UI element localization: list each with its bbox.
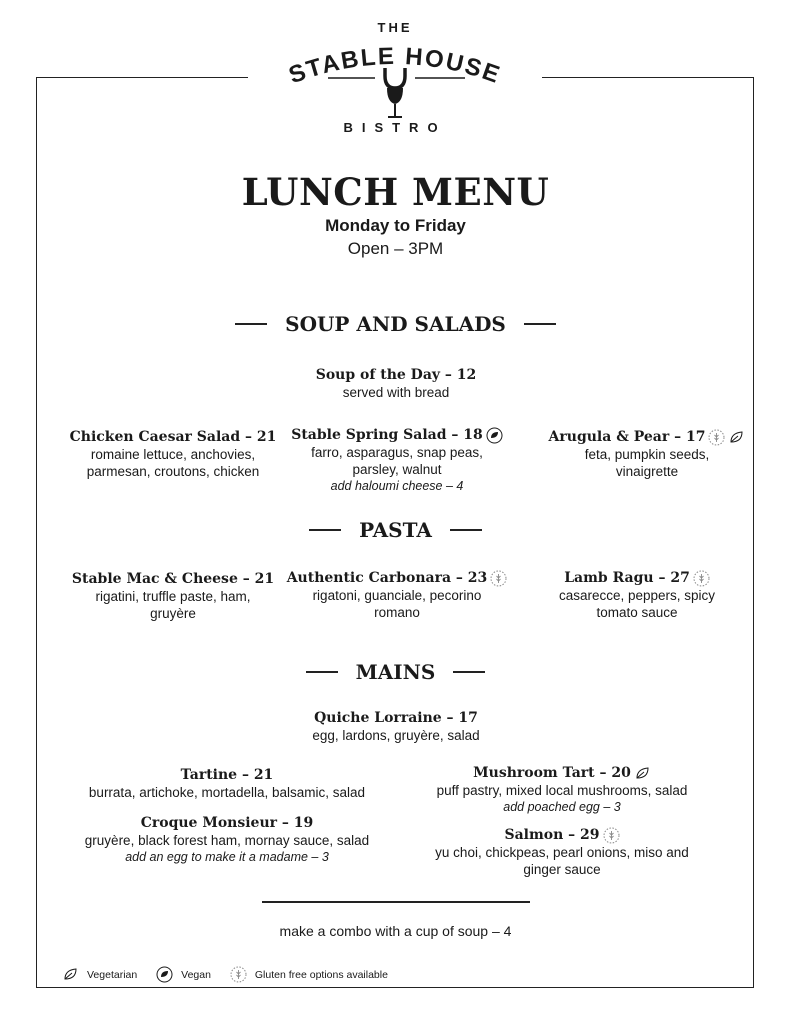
- section-soup-salads: [0, 312, 791, 336]
- item-desc-line: casarecce, peppers, spicy: [558, 588, 716, 603]
- item-desc-line: feta, pumpkin seeds,: [584, 447, 710, 462]
- item-desc-line: parmesan, croutons, chicken: [86, 464, 260, 479]
- logo-bistro: BISTRO: [343, 120, 447, 135]
- logo-main-text: [285, 43, 504, 89]
- vegetarian-icon: [634, 765, 651, 782]
- logo: [270, 14, 520, 140]
- logo-mark: [270, 26, 520, 126]
- heading-rule-left: [235, 323, 267, 325]
- frame-top-left: [36, 77, 248, 78]
- legend-vegan: [156, 966, 211, 983]
- logo-the: THE: [377, 20, 413, 35]
- item-name-row: [283, 426, 511, 444]
- item-addon: add poached egg – 3: [503, 800, 621, 814]
- item-desc-line: gruyère: [150, 606, 196, 621]
- item-name: Authentic Carbonara – 23: [286, 570, 488, 586]
- vegan-icon: [486, 427, 503, 444]
- item-name: Chicken Caesar Salad – 21: [69, 429, 277, 445]
- menu-item-stable-spring-salad: [283, 426, 511, 495]
- item-desc: served with bread: [342, 385, 450, 400]
- heading-rule-left: [306, 671, 338, 673]
- menu-hours: Open – 3PM: [347, 239, 444, 258]
- gluten-free-icon: [603, 827, 620, 844]
- heading-rule-right: [450, 529, 482, 531]
- legend-label: Gluten free options available: [254, 968, 388, 981]
- item-name: Arugula & Pear – 17: [548, 429, 706, 445]
- footer-rule: [262, 901, 530, 903]
- item-desc: burrata, artichoke, mortadella, balsamic, salad: [88, 785, 366, 800]
- gluten-free-icon: [708, 429, 725, 446]
- item-addon: add haloumi cheese – 4: [330, 479, 464, 493]
- item-desc-line: vinaigrette: [615, 464, 679, 479]
- item-desc-line: ginger sauce: [523, 862, 601, 877]
- item-desc-line: romaine lettuce, anchovies,: [90, 447, 256, 462]
- vegetarian-icon: [62, 966, 79, 983]
- legend-vegetarian: [62, 966, 137, 983]
- menu-item-arugula-pear: [537, 428, 757, 480]
- item-desc: puff pastry, mixed local mushrooms, salad: [436, 783, 688, 798]
- section-mains: [0, 660, 791, 684]
- item-name: Tartine – 21: [180, 767, 274, 783]
- item-desc-line: tomato sauce: [596, 605, 678, 620]
- item-name-row: [402, 764, 722, 782]
- legend-gluten-free: [230, 966, 388, 983]
- legend-label: Vegan: [181, 968, 211, 981]
- menu-item-croque-monsieur: [52, 814, 402, 866]
- item-name-row: [283, 569, 511, 587]
- item-name: Salmon – 29: [504, 827, 600, 843]
- frame-bottom: [36, 987, 754, 988]
- item-desc-line: romano: [374, 605, 420, 620]
- item-name-row: [527, 569, 747, 587]
- vegetarian-icon: [728, 429, 745, 446]
- frame-top-right: [542, 77, 754, 78]
- item-desc: egg, lardons, gruyère, salad: [312, 728, 480, 743]
- item-addon: add an egg to make it a madame – 3: [125, 850, 329, 864]
- item-name-row: [402, 826, 722, 844]
- gluten-free-icon: [693, 570, 710, 587]
- item-name: Stable Mac & Cheese – 21: [71, 571, 275, 587]
- menu-item-soup-of-the-day: [196, 366, 596, 401]
- item-name: Mushroom Tart – 20: [473, 765, 631, 781]
- section-heading: PASTA: [359, 518, 432, 542]
- heading-rule-right: [524, 323, 556, 325]
- gluten-free-icon: [230, 966, 247, 983]
- horseshoe-icon: [385, 68, 405, 88]
- item-desc-line: farro, asparagus, snap peas,: [311, 445, 483, 460]
- item-desc: gruyère, black forest ham, mornay sauce, salad: [84, 833, 370, 848]
- item-desc-line: rigatini, truffle paste, ham,: [95, 589, 251, 604]
- section-heading: MAINS: [355, 660, 436, 684]
- menu-item-tartine: [52, 766, 402, 801]
- item-name: Stable Spring Salad – 18: [291, 427, 483, 443]
- menu-item-carbonara: [283, 569, 511, 621]
- gluten-free-icon: [490, 570, 507, 587]
- section-heading: SOUP AND SALADS: [285, 312, 506, 336]
- wine-glass-bowl: [387, 88, 403, 104]
- menu-item-lamb-ragu: [527, 569, 747, 621]
- menu-subtitle: Monday to Friday: [325, 216, 466, 235]
- item-name-row: [537, 428, 757, 446]
- menu-item-quiche-lorraine: [196, 709, 596, 744]
- item-name: Soup of the Day – 12: [315, 367, 477, 383]
- item-name: Lamb Ragu – 27: [564, 570, 690, 586]
- section-pasta: [0, 518, 791, 542]
- menu-title: LUNCH MENU: [241, 170, 550, 214]
- menu-item-mushroom-tart: [402, 764, 722, 816]
- dietary-legend: [62, 966, 404, 986]
- item-desc-line: yu choi, chickpeas, pearl onions, miso and: [435, 845, 689, 860]
- item-desc-line: rigatoni, guanciale, pecorino: [312, 588, 482, 603]
- heading-rule-right: [453, 671, 485, 673]
- menu-item-salmon: [402, 826, 722, 878]
- combo-note: make a combo with a cup of soup – 4: [279, 923, 512, 939]
- legend-label: Vegetarian: [87, 968, 138, 981]
- item-name: Croque Monsieur – 19: [140, 815, 314, 831]
- heading-rule-left: [309, 529, 341, 531]
- menu-item-chicken-caesar: [56, 428, 290, 480]
- menu-item-mac-cheese: [56, 570, 290, 622]
- item-desc-line: parsley, walnut: [352, 462, 442, 477]
- logo-main-textpath: STABLE HOUSE: [285, 42, 505, 90]
- vegan-icon: [156, 966, 173, 983]
- item-name: Quiche Lorraine – 17: [314, 710, 478, 726]
